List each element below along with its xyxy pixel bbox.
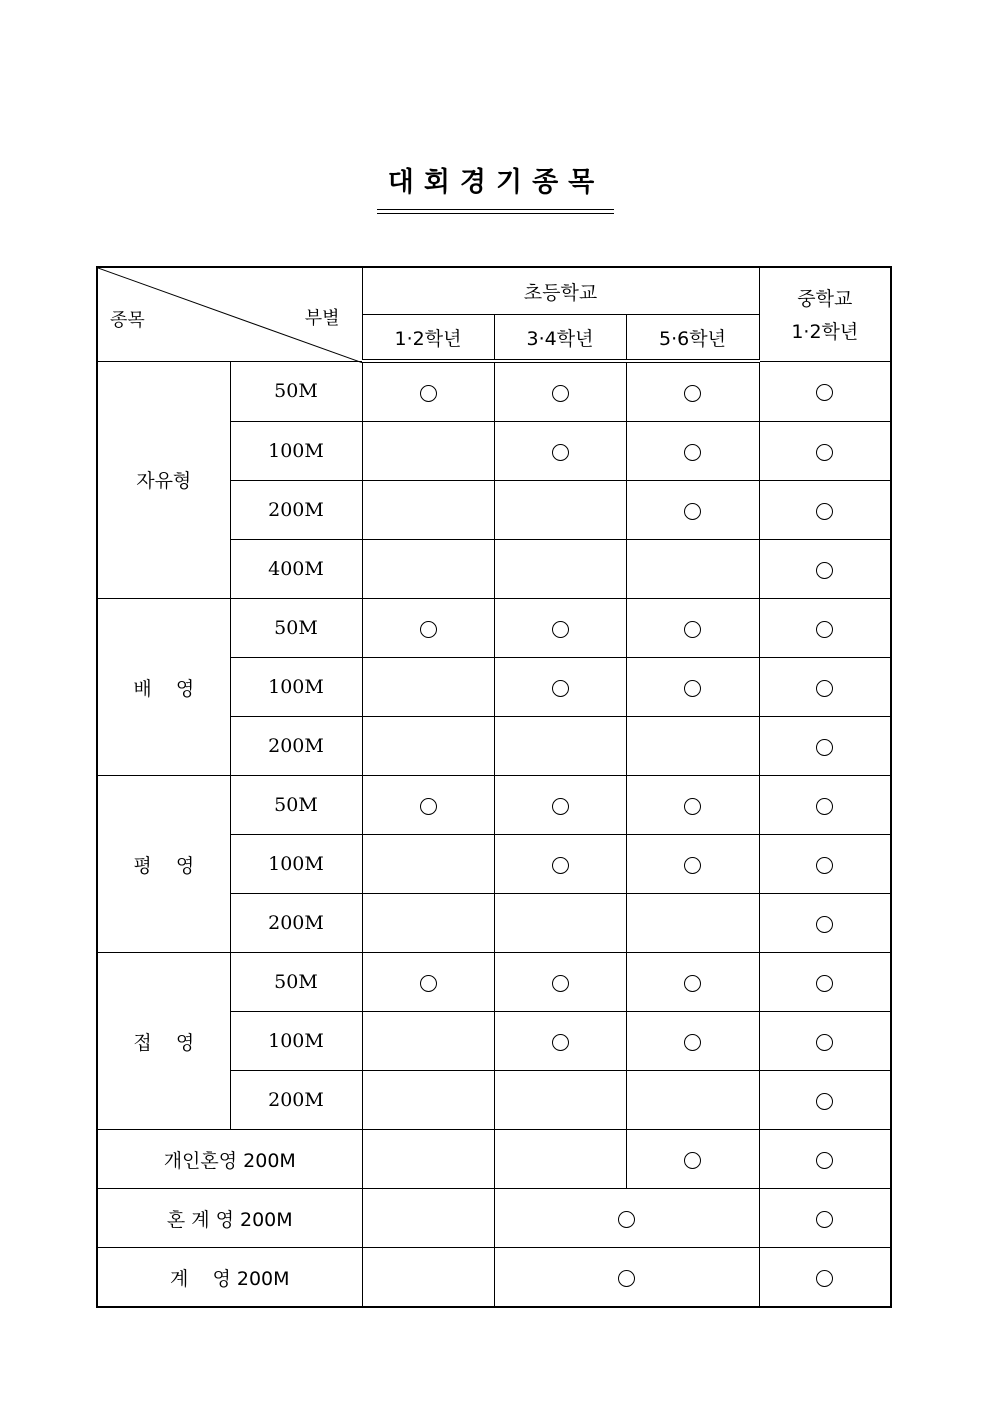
mark-cell [494, 835, 626, 894]
distance-cell: 400M [230, 540, 362, 599]
mark-cell [494, 658, 626, 717]
circle-icon [816, 916, 833, 933]
distance-cell: 100M [230, 835, 362, 894]
page-title: 대회경기종목 [387, 167, 605, 198]
stroke-name-cell: 접 영 [97, 953, 230, 1130]
mark-cell [362, 481, 494, 540]
mark-cell [362, 658, 494, 717]
mark-cell [494, 1130, 626, 1189]
circle-icon [684, 798, 701, 815]
circle-icon [552, 385, 569, 402]
circle-icon [684, 503, 701, 520]
mark-cell [759, 835, 891, 894]
event-label-cell: 개인혼영 200M [97, 1130, 362, 1189]
grade-header-3-4: 3·4학년 [494, 315, 626, 362]
mark-cell [362, 894, 494, 953]
circle-icon [684, 385, 701, 402]
mark-cell [626, 658, 759, 717]
mark-cell [626, 1071, 759, 1130]
mark-cell [494, 481, 626, 540]
circle-icon [420, 385, 437, 402]
circle-icon [816, 621, 833, 638]
circle-icon [816, 798, 833, 815]
distance-cell: 50M [230, 599, 362, 658]
circle-icon [816, 680, 833, 697]
circle-icon [552, 621, 569, 638]
circle-icon [816, 384, 833, 401]
circle-icon [816, 1152, 833, 1169]
mark-cell [362, 1189, 494, 1248]
circle-icon [816, 1211, 833, 1228]
mark-cell [759, 361, 891, 422]
mark-cell [759, 894, 891, 953]
table-row [97, 1248, 891, 1308]
circle-icon [816, 1034, 833, 1051]
table-row [97, 1189, 891, 1248]
mark-cell [759, 1071, 891, 1130]
distance-cell: 50M [230, 953, 362, 1012]
table-row [97, 599, 891, 658]
distance-cell: 200M [230, 717, 362, 776]
circle-icon [816, 1093, 833, 1110]
circle-icon [684, 857, 701, 874]
mark-cell [362, 1130, 494, 1189]
circle-icon [552, 1034, 569, 1051]
circle-icon [552, 798, 569, 815]
mark-cell [362, 1012, 494, 1071]
circle-icon [816, 857, 833, 874]
middle-school-grade-label: 1·2학년 [791, 321, 859, 344]
table-row [97, 776, 891, 835]
circle-icon [552, 975, 569, 992]
circle-icon [552, 680, 569, 697]
distance-cell: 200M [230, 894, 362, 953]
mark-cell [494, 422, 626, 481]
mark-cell [759, 599, 891, 658]
mark-cell [759, 1130, 891, 1189]
circle-icon [684, 444, 701, 461]
circle-icon [618, 1211, 635, 1228]
mark-cell [362, 835, 494, 894]
mark-cell [362, 1071, 494, 1130]
mark-cell [759, 1189, 891, 1248]
table-row [97, 361, 891, 422]
mark-cell [494, 599, 626, 658]
stroke-name-cell: 배 영 [97, 599, 230, 776]
title-underline-bottom [377, 213, 614, 214]
mark-cell [494, 1071, 626, 1130]
distance-cell: 100M [230, 422, 362, 481]
mark-cell [494, 717, 626, 776]
mark-cell [494, 894, 626, 953]
mark-cell [759, 776, 891, 835]
circle-icon [684, 680, 701, 697]
mark-cell [626, 776, 759, 835]
merged-mark-cell [494, 1189, 759, 1248]
events-table [96, 266, 892, 1308]
event-label-cell: 혼 계 영 200M [97, 1189, 362, 1248]
circle-icon [816, 975, 833, 992]
mark-cell [362, 540, 494, 599]
mark-cell [626, 361, 759, 422]
mark-cell [759, 481, 891, 540]
mark-cell [362, 717, 494, 776]
mark-cell [362, 422, 494, 481]
distance-cell: 50M [230, 361, 362, 422]
mark-cell [759, 540, 891, 599]
circle-icon [816, 444, 833, 461]
mark-cell [362, 953, 494, 1012]
mark-cell [626, 717, 759, 776]
distance-cell: 100M [230, 1012, 362, 1071]
mark-cell [626, 835, 759, 894]
distance-cell: 200M [230, 481, 362, 540]
mark-cell [362, 599, 494, 658]
mark-cell [626, 953, 759, 1012]
mark-cell [494, 1012, 626, 1071]
diagonal-header-cell [97, 267, 362, 361]
distance-cell: 200M [230, 1071, 362, 1130]
mark-cell [759, 1012, 891, 1071]
stroke-name-cell: 자유형 [97, 361, 230, 599]
circle-icon [684, 1034, 701, 1051]
circle-icon [420, 798, 437, 815]
mark-cell [494, 540, 626, 599]
stroke-name-cell: 평 영 [97, 776, 230, 953]
mark-cell [626, 481, 759, 540]
mark-cell [494, 361, 626, 422]
event-label-cell: 계 영 200M [97, 1248, 362, 1308]
mark-cell [759, 953, 891, 1012]
event-axis-label: 종목 [110, 310, 145, 331]
mark-cell [759, 422, 891, 481]
circle-icon [552, 857, 569, 874]
circle-icon [684, 1152, 701, 1169]
circle-icon [816, 1270, 833, 1287]
mark-cell [626, 422, 759, 481]
grade-header-1-2: 1·2학년 [362, 315, 494, 362]
circle-icon [816, 503, 833, 520]
merged-mark-cell [494, 1248, 759, 1308]
mark-cell [626, 1130, 759, 1189]
mark-cell [626, 599, 759, 658]
circle-icon [816, 562, 833, 579]
grade-header-5-6: 5·6학년 [626, 315, 759, 362]
mark-cell [362, 1248, 494, 1308]
elementary-header: 초등학교 [362, 267, 759, 315]
table-row [97, 953, 891, 1012]
distance-cell: 50M [230, 776, 362, 835]
division-axis-label: 부별 [304, 308, 340, 329]
mark-cell [626, 1012, 759, 1071]
mark-cell [759, 717, 891, 776]
circle-icon [816, 739, 833, 756]
middle-school-header [759, 267, 891, 361]
mark-cell [759, 658, 891, 717]
mark-cell [626, 540, 759, 599]
circle-icon [618, 1270, 635, 1287]
table-row [97, 1130, 891, 1189]
circle-icon [684, 621, 701, 638]
mark-cell [494, 953, 626, 1012]
mark-cell [759, 1248, 891, 1308]
mark-cell [362, 776, 494, 835]
circle-icon [420, 621, 437, 638]
mark-cell [494, 776, 626, 835]
circle-icon [420, 975, 437, 992]
mark-cell [626, 894, 759, 953]
middle-school-label: 중학교 [797, 288, 853, 311]
circle-icon [684, 975, 701, 992]
mark-cell [362, 361, 494, 422]
title-underline-top [377, 209, 614, 210]
distance-cell: 100M [230, 658, 362, 717]
circle-icon [552, 444, 569, 461]
